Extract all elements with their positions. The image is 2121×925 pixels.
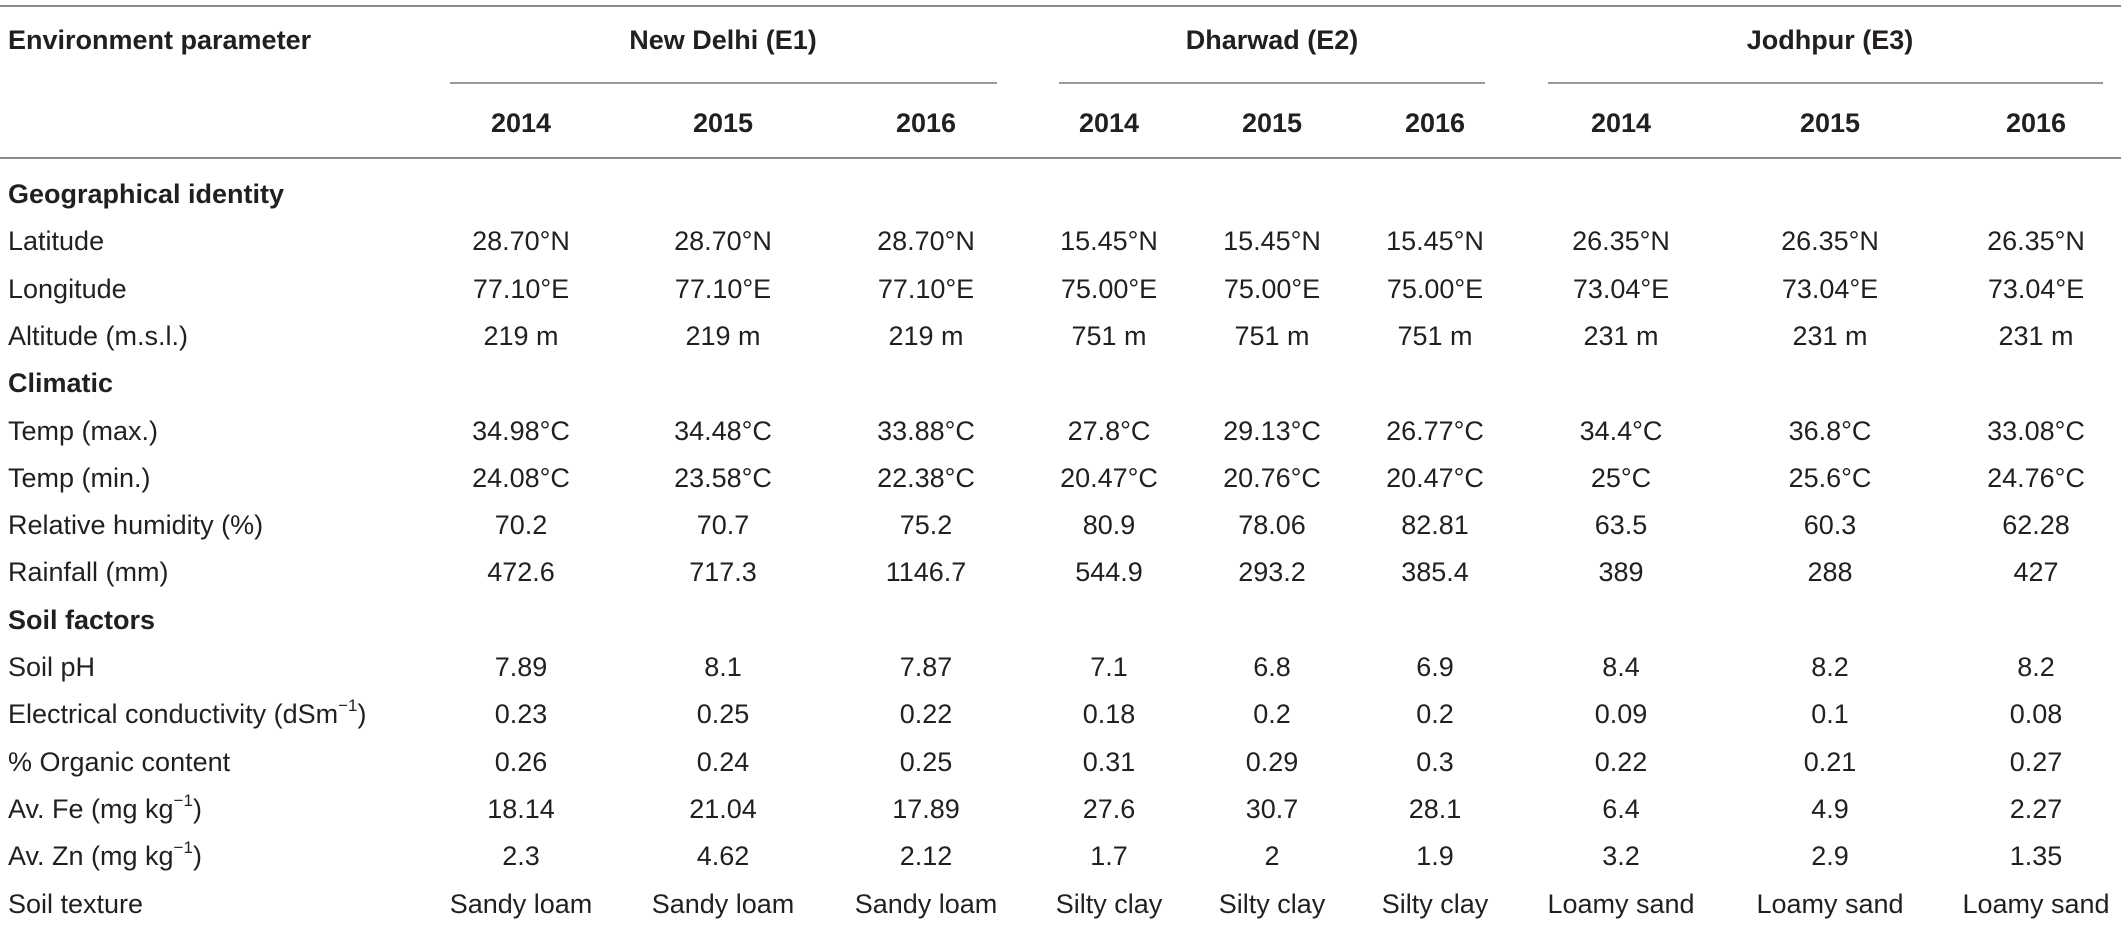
table-cell: 7.89 xyxy=(494,652,548,682)
header-bottom-rule xyxy=(0,157,2121,159)
table-cell: Loamy sand xyxy=(1547,888,1695,919)
header-year: 2014 xyxy=(490,108,552,138)
table-cell: 70.2 xyxy=(494,510,548,541)
table-cell: 7.87 xyxy=(899,652,953,682)
table-cell: 231 m xyxy=(1998,320,2074,351)
table-cell: Silty clay xyxy=(1218,888,1326,919)
table-cell: 34.98°C xyxy=(472,415,570,446)
location-underline-1 xyxy=(450,82,997,84)
table-cell: 70.7 xyxy=(696,510,750,541)
row-label: Temp (max.) xyxy=(8,415,159,446)
table-cell: 0.22 xyxy=(1594,746,1648,777)
table-cell: 26.35°N xyxy=(1572,226,1670,257)
header-year: 2016 xyxy=(1404,108,1466,138)
table-cell: 28.70°N xyxy=(877,226,975,257)
table-cell: 8.2 xyxy=(1811,652,1849,682)
table-cell: 8.4 xyxy=(1602,652,1640,682)
table-cell: 6.8 xyxy=(1253,652,1291,682)
table-cell: 231 m xyxy=(1792,320,1868,351)
table-cell: 6.4 xyxy=(1602,793,1640,824)
row-label: Relative humidity (%) xyxy=(8,510,264,541)
table-cell: 544.9 xyxy=(1075,557,1143,588)
table-cell: Sandy loam xyxy=(651,888,795,919)
table-cell: 26.35°N xyxy=(1781,226,1879,257)
table-cell: 7.1 xyxy=(1090,652,1128,682)
table-cell: 3.2 xyxy=(1602,841,1640,872)
table-cell: 0.25 xyxy=(899,746,953,777)
table-cell: 2 xyxy=(1264,841,1280,872)
location-underline-3 xyxy=(1548,82,2103,84)
table-cell: 26.77°C xyxy=(1386,415,1484,446)
header-year: 2014 xyxy=(1590,108,1652,138)
header-param-label: Environment parameter xyxy=(8,25,312,55)
row-label: Temp (min.) xyxy=(8,462,151,493)
table-cell: 1.9 xyxy=(1416,841,1454,872)
table-cell: 15.45°N xyxy=(1223,226,1321,257)
section-title: Soil factors xyxy=(8,604,156,635)
location-underline-2 xyxy=(1059,82,1485,84)
table-cell: 4.62 xyxy=(696,841,750,872)
table-cell: 751 m xyxy=(1071,320,1147,351)
table-cell: 75.00°E xyxy=(1223,273,1321,304)
row-label: Latitude xyxy=(8,226,105,257)
table-cell: 34.48°C xyxy=(674,415,772,446)
table-cell: 8.2 xyxy=(2017,652,2055,682)
table-cell: 20.47°C xyxy=(1060,462,1158,493)
table-cell: 219 m xyxy=(685,320,761,351)
row-label: Rainfall (mm) xyxy=(8,557,169,588)
table-cell: 30.7 xyxy=(1245,793,1299,824)
table-cell: 751 m xyxy=(1234,320,1310,351)
table-top-rule xyxy=(0,5,2121,7)
table-cell: 385.4 xyxy=(1401,557,1469,588)
row-label: Soil pH xyxy=(8,652,96,682)
table-cell: 0.1 xyxy=(1811,699,1849,730)
table-cell: 1.7 xyxy=(1090,841,1128,872)
table-cell: 80.9 xyxy=(1082,510,1136,541)
table-cell: 427 xyxy=(2013,557,2059,588)
table-cell: 73.04°E xyxy=(1781,273,1879,304)
header-location-1: New Delhi (E1) xyxy=(629,25,817,55)
table-cell: 28.70°N xyxy=(472,226,570,257)
table-cell: Loamy sand xyxy=(1756,888,1904,919)
table-cell: 24.08°C xyxy=(472,462,570,493)
table-cell: 0.31 xyxy=(1082,746,1136,777)
table-cell: Silty clay xyxy=(1381,888,1489,919)
table-cell: Sandy loam xyxy=(854,888,998,919)
table-cell: 18.14 xyxy=(487,793,555,824)
table-cell: 2.12 xyxy=(899,841,953,872)
table-cell: 22.38°C xyxy=(877,462,975,493)
table-cell: 0.09 xyxy=(1594,699,1648,730)
table-cell: 77.10°E xyxy=(472,273,570,304)
table-cell: 8.1 xyxy=(704,652,742,682)
row-label: Av. Fe (mg $kg^{-1}$) xyxy=(8,790,202,824)
header-year: 2015 xyxy=(1799,108,1861,138)
table-cell: 63.5 xyxy=(1594,510,1648,541)
table-cell: 24.76°C xyxy=(1987,462,2085,493)
table-cell: Silty clay xyxy=(1055,888,1163,919)
table-cell: 75.00°E xyxy=(1060,273,1158,304)
table-cell: 4.9 xyxy=(1811,793,1849,824)
section-title: Climatic xyxy=(8,368,114,399)
table-cell: 27.8°C xyxy=(1067,415,1151,446)
table-cell: 28.70°N xyxy=(674,226,772,257)
table-cell: 20.76°C xyxy=(1223,462,1321,493)
table-cell: 219 m xyxy=(483,320,559,351)
table-cell: 0.2 xyxy=(1416,699,1454,730)
table-cell: 26.35°N xyxy=(1987,226,2085,257)
table-cell: 0.23 xyxy=(494,699,548,730)
row-label: Soil texture xyxy=(8,888,144,919)
table-cell: 1.35 xyxy=(2009,841,2063,872)
table-cell: 78.06 xyxy=(1238,510,1306,541)
table-cell: 15.45°N xyxy=(1060,226,1158,257)
table-cell: 389 xyxy=(1598,557,1644,588)
table-cell: 0.29 xyxy=(1245,746,1299,777)
table-cell: 751 m xyxy=(1397,320,1473,351)
table-cell: 25.6°C xyxy=(1788,462,1872,493)
table-cell: 6.9 xyxy=(1416,652,1454,682)
table-cell: 0.25 xyxy=(696,699,750,730)
table-cell: 33.88°C xyxy=(877,415,975,446)
table-cell: Loamy sand xyxy=(1962,888,2110,919)
table-cell: 293.2 xyxy=(1238,557,1306,588)
table-cell: 472.6 xyxy=(487,557,555,588)
header-location-3: Jodhpur (E3) xyxy=(1746,25,1914,55)
table-cell: 36.8°C xyxy=(1788,415,1872,446)
header-location-2: Dharwad (E2) xyxy=(1185,25,1359,55)
table-cell: 82.81 xyxy=(1401,510,1469,541)
table-cell: 23.58°C xyxy=(674,462,772,493)
table-cell: 0.2 xyxy=(1253,699,1291,730)
table-cell: 25°C xyxy=(1590,462,1652,493)
table-cell: 0.3 xyxy=(1416,746,1454,777)
table-cell: Sandy loam xyxy=(449,888,593,919)
table-cell: 77.10°E xyxy=(674,273,772,304)
table-cell: 62.28 xyxy=(2002,510,2070,541)
table-cell: 15.45°N xyxy=(1386,226,1484,257)
table-cell: 231 m xyxy=(1583,320,1659,351)
table-cell: 33.08°C xyxy=(1987,415,2085,446)
table-cell: 288 xyxy=(1807,557,1853,588)
table-cell: 2.27 xyxy=(2009,793,2063,824)
table-cell: 1146.7 xyxy=(885,557,967,588)
table-cell: 73.04°E xyxy=(1987,273,2085,304)
table-cell: 2.9 xyxy=(1811,841,1849,872)
row-label: Altitude (m.s.l.) xyxy=(8,320,189,351)
table-cell: 17.89 xyxy=(892,793,960,824)
header-year: 2015 xyxy=(692,108,754,138)
header-year: 2014 xyxy=(1078,108,1140,138)
table-cell: 27.6 xyxy=(1082,793,1136,824)
header-year: 2016 xyxy=(2005,108,2067,138)
table-cell: 0.22 xyxy=(899,699,953,730)
header-year: 2015 xyxy=(1241,108,1303,138)
table-cell: 0.18 xyxy=(1082,699,1136,730)
table-cell: 20.47°C xyxy=(1386,462,1484,493)
section-title: Geographical identity xyxy=(8,179,285,209)
table-cell: 73.04°E xyxy=(1572,273,1670,304)
table-cell: 219 m xyxy=(888,320,964,351)
table-cell: 0.27 xyxy=(2009,746,2063,777)
row-label: Electrical conductivity (dSm$^{-1}$) xyxy=(8,696,367,730)
header-year: 2016 xyxy=(895,108,957,138)
table-cell: 21.04 xyxy=(689,793,757,824)
table-cell: 60.3 xyxy=(1803,510,1857,541)
table-cell: 28.1 xyxy=(1408,793,1462,824)
table-cell: 75.00°E xyxy=(1386,273,1484,304)
table-cell: 2.3 xyxy=(502,841,540,872)
row-label: Av. Zn (mg $kg^{-1}$) xyxy=(8,838,202,872)
table-cell: 0.26 xyxy=(494,746,548,777)
row-label: % Organic content xyxy=(8,746,231,777)
table-cell: 29.13°C xyxy=(1223,415,1321,446)
table-cell: 34.4°C xyxy=(1579,415,1663,446)
table-cell: 0.08 xyxy=(2009,699,2063,730)
table-cell: 717.3 xyxy=(689,557,757,588)
table-cell: 75.2 xyxy=(899,510,953,541)
table-cell: 77.10°E xyxy=(877,273,975,304)
row-label: Longitude xyxy=(8,273,127,304)
table-cell: 0.21 xyxy=(1803,746,1857,777)
table-cell: 0.24 xyxy=(696,746,750,777)
